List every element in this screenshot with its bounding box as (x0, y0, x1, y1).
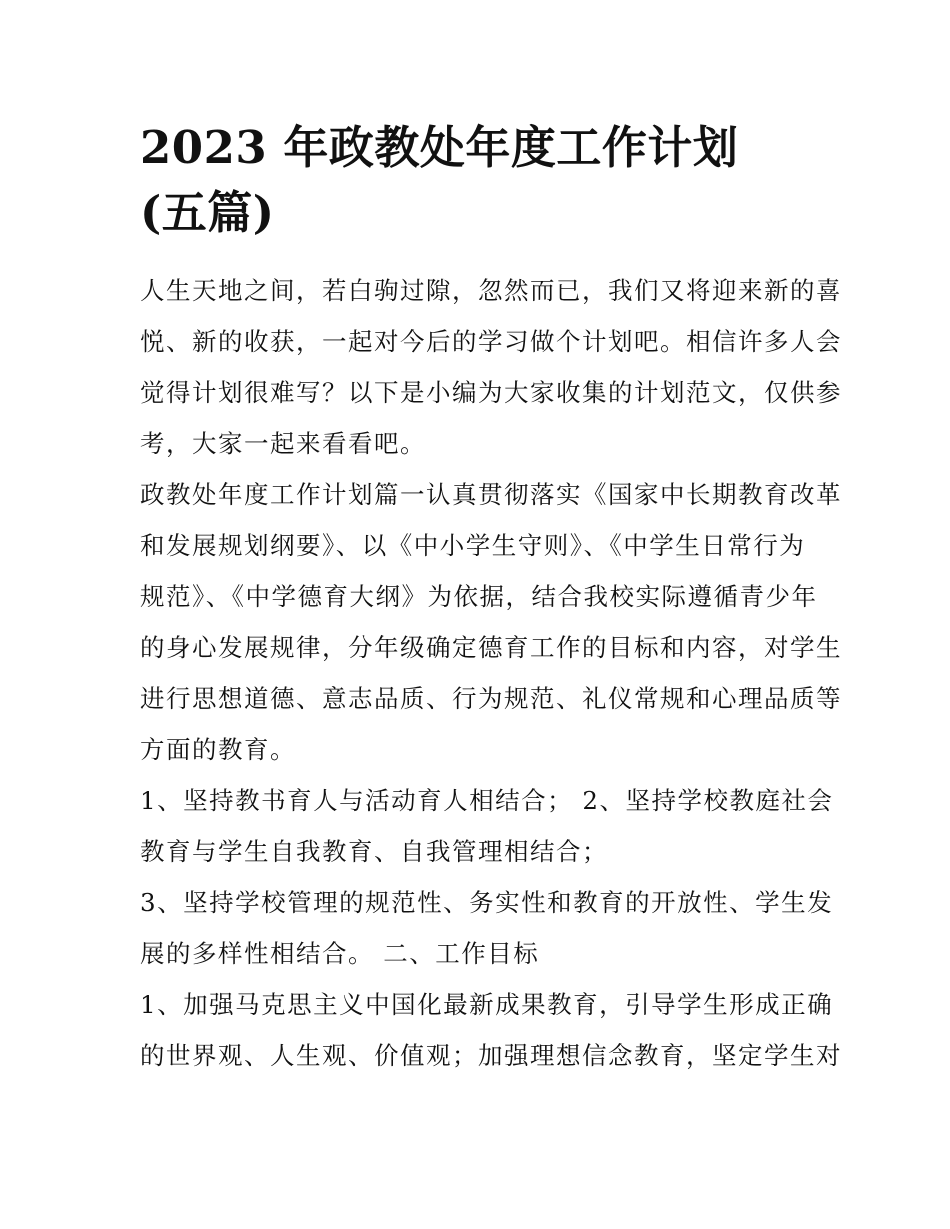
text-line: 3、坚持学校管理的规范性、务实性和教育的开放性、学生发 (140, 888, 834, 917)
text-line: 教育与学生自我教育、自我管理相结合； (140, 837, 608, 866)
text-line: 的身心发展规律，分年级确定德育工作的目标和内容，对学生 (140, 633, 842, 662)
text-line: 1、加强马克思主义中国化最新成果教育，引导学生形成正确 (140, 990, 834, 1019)
text-line: 人生天地之间，若白驹过隙，忽然而已，我们又将迎来新的喜 (140, 276, 842, 305)
text-line: 政教处年度工作计划篇一认真贯彻落实《国家中长期教育改革 (140, 480, 842, 509)
text-line: 1、坚持教书育人与活动育人相结合； 2、坚持学校教庭社会 (140, 786, 834, 815)
text-line: 方面的教育。 (140, 735, 296, 764)
text-line: 悦、新的收获，一起对今后的学习做个计划吧。相信许多人会 (140, 327, 842, 356)
document-body (140, 265, 842, 1081)
text-line: 考，大家一起来看看吧。 (140, 429, 426, 458)
document-content (140, 115, 842, 1081)
text-line: 的世界观、人生观、价值观；加强理想信念教育，坚定学生对 (140, 1041, 842, 1070)
title-line: (五篇) (140, 186, 275, 239)
text-line: 规范》、《中学德育大纲》为依据，结合我校实际遵循青少年 (140, 582, 818, 611)
text-line: 进行思想道德、意志品质、行为规范、礼仪常规和心理品质等 (140, 684, 842, 713)
text-line: 觉得计划很难写？以下是小编为大家收集的计划范文，仅供参 (140, 378, 842, 407)
document-title (140, 115, 820, 245)
title-line: 2023 年政教处年度工作计划 (140, 121, 739, 174)
text-line: 和发展规划纲要》、以《中小学生守则》、《中学生日常行为 (140, 531, 806, 560)
text-line: 展的多样性相结合。 二、工作目标 (140, 939, 540, 968)
